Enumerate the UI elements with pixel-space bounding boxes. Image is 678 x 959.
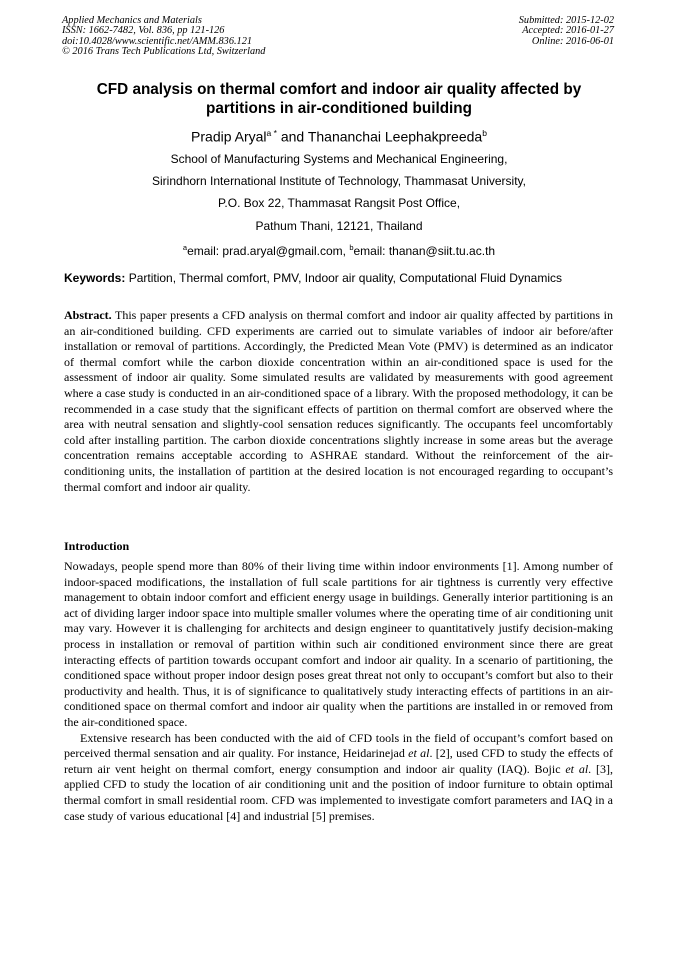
author-2-marker: b [482,128,487,138]
intro-p2-etal: et al [565,761,589,776]
email-line [60,237,618,262]
paper-title [60,81,618,118]
journal-name: Applied Mechanics and Materials [62,15,202,26]
keywords [64,271,624,286]
doi-line[interactable]: doi:10.4028/www.scientific.net/AMM.836.121 [62,35,252,47]
submitted-date: Submitted: 2015-12-02 [518,15,614,26]
author-list [60,124,618,146]
intro-p2-etal: et al [408,746,430,761]
author-1-marker: a * [266,128,277,138]
affiliation-line: School of Manufacturing Systems and Mechanical Engineering, [170,152,508,166]
title-line-2: partitions in air-conditioned building [206,99,472,117]
email-b[interactable]: email: thanan@siit.tu.ac.th [353,243,496,258]
author-conjunction: and [276,128,308,145]
keywords-label: Keywords: [64,271,126,285]
abstract-text: This paper presents a CFD analysis on thermal comfort and indoor air quality affected by partitions in an air-conditioned building. CFD experiments are carried out to simulate variables of indoor air before/after installation or removal of partitions. Accordingly, the Predicted Mean Vote (PMV) is determined as an indicator of thermal comfort while the carbon dioxide concentration within an air-conditioned space is used for the assessment of indoor air quality. Some simulated results are validated by measurements with good agreement where a case study is conducted in an air-conditioned space of a library. With the proposed methodology, it can be recommended in a case study that the significant effects of partition on thermal comfort are observed where the area with neutral sensation and slightly-cool sensation reduces significantly. The occupants feel uncomfortably cold after installing partition. The carbon dioxide concentrations slightly increase in some areas but the average concentration remains acceptable according to ASHRAE standard. Without the reinforcement of the air-conditioning units, the installation of partition at the desired location is not encouraged regarding to occupant’s thermal comfort and indoor air quality. [64,308,613,494]
submission-dates [519,16,614,47]
author-1: Pradip Aryal [191,128,267,145]
email-a[interactable]: email: prad.aryal@gmail.com, [187,243,350,258]
journal-info [62,16,265,58]
title-line-1: CFD analysis on thermal comfort and indoor air quality affected by [96,81,582,98]
abstract-label: Abstract. [64,308,112,322]
email-a-marker: a [182,242,188,252]
intro-paragraph-2 [64,731,613,825]
author-2: Thananchai Leephakpreeda [307,128,483,145]
abstract [64,308,613,495]
keywords-text: Partition, Thermal comfort, PMV, Indoor air quality, Computational Fluid Dynamics [125,271,562,285]
introduction-body [64,559,613,824]
email-b-marker: b [349,242,354,252]
intro-p2-text: . [3], applied CFD to study the location of air conditioning unit and the position of indoor furniture to obtain optimal thermal comfort in small residential room. CFD was implemented to investigate comfort parameters and IAQ in a case study of various educational [4] and industrial [5] premises. [64,761,613,823]
affiliation-line: Pathum Thani, 12121, Thailand [255,218,423,233]
affiliation-line: Sirindhorn International Institute of Technology, Thammasat University, [152,174,526,189]
intro-p2-text: . [2], used CFD to study the effects of return air vent height on thermal comfort, energy consumption and indoor air quality (IAQ). Bojic [64,746,613,776]
issn-line: ISSN: 1662-7482, Vol. 836, pp 121-126 [62,25,225,37]
affiliation-line: P.O. Box 22, Thammasat Rangsit Post Office, [217,196,461,211]
intro-p2-text: Extensive research has been conducted with the aid of CFD tools in the field of occupant’s comfort based on perceived thermal sensation and air quality. For instance, Heidarinejad [64,730,613,761]
copyright-line: © 2016 Trans Tech Publications Ltd, Switzerland [62,46,266,58]
intro-paragraph-1: Nowadays, people spend more than 80% of their living time within indoor environments [1]. Among number of indoor-spaced modifications, the installation of full scale partitions for air tightness is currently very effective management to obtain indoor comfort and efficient energy usage in buildings. Generally interior partitioning is an act of dividing larger indoor space into multiple smaller volumes where the operating time of air conditioning unit may vary. However it is challenging for architects and design engineer to quantitatively justify decision-making process in installation or removal of partition within such air conditioned environment since there are great interacting effects of partition towards occupant comfort and indoor air quality. In a scenario of partitioning, the conditioned space without proper indoor design poses great threat not only to occupant’s comfort but also to their productivity and health. Thus, it is of significance to qualitatively study interacting effects of partitions in an air-conditioned space on thermal comfort and indoor air quality when the partitions are installed in or removed from the air-conditioned space. [64,559,613,729]
affiliation-block [60,148,618,262]
section-heading-introduction: Introduction [64,539,130,553]
accepted-date: Accepted: 2016-01-27 [522,25,614,37]
online-date: Online: 2016-06-01 [531,35,614,47]
